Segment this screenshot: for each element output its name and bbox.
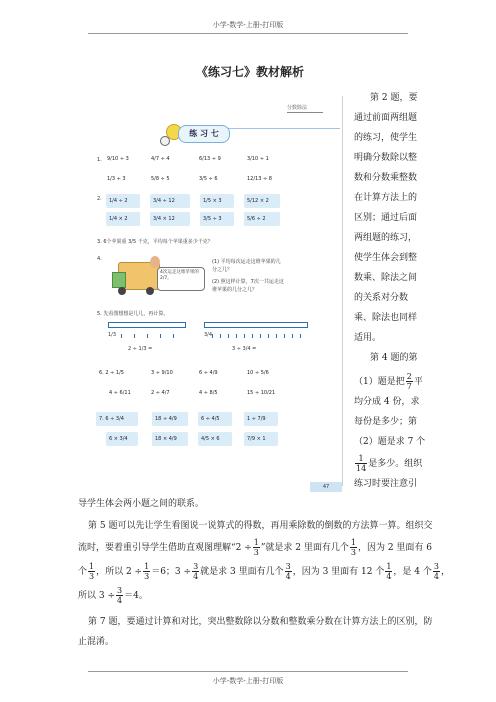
body-text: ”就是求 2 里面有几个	[260, 543, 349, 553]
q7-a-c4: 1 ÷ 7/9	[244, 412, 278, 426]
q4-label: 4.	[97, 256, 102, 262]
right-line: 数乘、除法之间	[354, 273, 418, 283]
q4-part2: (2) 照这样计算，7次一共运走这堆苹果的几分之几？	[212, 279, 284, 293]
q1-r2-c3: 3/5 ÷ 6	[199, 176, 218, 182]
fraction-1-4	[385, 562, 392, 581]
right-line: 两组题的练习，	[354, 233, 418, 243]
body-line-with-fractions	[78, 586, 148, 605]
right-line: 的关系对分数	[354, 293, 409, 303]
q6-a-c2: 3 ÷ 9/10	[151, 370, 173, 376]
q6-b-c1: 4 ÷ 6/11	[109, 390, 131, 396]
right-line: 乘、除法也同样	[354, 313, 418, 323]
fraction-1-14	[355, 454, 367, 473]
right-line-text: （1）题是把	[354, 377, 405, 387]
fraction-3-4	[192, 562, 199, 581]
q1-r2-c4: 12/13 ÷ 8	[247, 176, 272, 182]
q7-a-c1: 7. 6 ÷ 3/4	[96, 412, 138, 426]
fraction-denominator: 4	[386, 572, 392, 581]
q1-label: 1.	[97, 157, 102, 163]
truck-wheel-icon	[118, 287, 126, 295]
textbook-tag-line	[287, 112, 323, 113]
fraction-numerator: 3	[193, 562, 199, 571]
right-line: 第 4 题的第	[370, 353, 418, 363]
body-text: ，因为 2 里面有 6	[357, 543, 433, 553]
q5-fraction-1: 1/3	[108, 332, 117, 338]
fraction-numerator: 3	[285, 562, 291, 571]
q5-expr-1: 2 ÷ 1/3 =	[128, 346, 153, 352]
q7-b-c2: 18 × 4/9	[152, 432, 188, 446]
fraction-1-3	[253, 538, 260, 557]
q6-a-c4: 10 ÷ 5/6	[247, 370, 269, 376]
body-text: ＝4。	[124, 591, 148, 601]
textbook-section-tag: 分数除法	[287, 105, 308, 111]
truck-cab-illustration	[112, 272, 126, 288]
body-line-with-fractions	[78, 538, 432, 557]
body-line-with-fractions	[78, 562, 450, 581]
right-line: 通过前面两组题	[354, 113, 418, 123]
right-line: 每份是多少；第	[354, 417, 418, 427]
right-line: 数和分数乘整数	[354, 173, 418, 183]
right-line: （2）题是求 7 个	[354, 437, 426, 447]
right-line-with-fraction	[354, 454, 422, 473]
q2-b-c3: 3/5 ÷ 3	[200, 212, 234, 226]
right-line-with-fraction	[354, 372, 423, 391]
q2-b-c1: 1/4 × 2	[106, 212, 140, 226]
fraction-3-4	[116, 586, 123, 605]
fraction-numerator: 1	[350, 538, 356, 547]
exercise-badge: 练 习 七	[178, 125, 230, 143]
right-line: 明确分数除以整	[354, 153, 418, 163]
q2-a-c1: 1/4 ÷ 2	[106, 194, 140, 208]
right-line: 适用。	[354, 333, 382, 343]
fraction-1-3	[143, 562, 150, 581]
fraction-denominator: 3	[253, 548, 259, 557]
fraction-numerator: 1	[355, 454, 367, 464]
fraction-denominator: 3	[350, 548, 356, 557]
fraction-numerator: 2	[406, 372, 412, 381]
body-line: 止混淆。	[78, 637, 115, 647]
textbook-page-number: 47	[310, 482, 342, 492]
q6-a-c1: 6. 2 ÷ 1/5	[99, 370, 124, 376]
q1-r1-c1: 9/10 ÷ 3	[107, 156, 129, 162]
q2-b-c2: 3/4 × 12	[150, 212, 190, 226]
q7-a-c2: 18 ÷ 4/9	[152, 412, 188, 426]
body-text: ，所以 2 ÷	[96, 567, 143, 577]
q7-b-c1: 6 × 3/4	[106, 432, 138, 446]
q1-r1-c3: 6/13 ÷ 9	[199, 156, 221, 162]
q6-b-c4: 15 ÷ 10/21	[247, 390, 276, 396]
fraction-denominator: 7	[406, 382, 412, 391]
q5-strip-left	[108, 322, 186, 328]
body-line: 导学生体会两小题之间的联系。	[78, 499, 205, 509]
right-line-text: 是多少。组织	[368, 459, 423, 469]
q5-fraction-2: 3/4	[204, 332, 213, 338]
fraction-denominator: 4	[193, 572, 199, 581]
right-line: 使学生体会到整	[354, 253, 418, 263]
fraction-denominator: 4	[285, 572, 291, 581]
q6-b-c2: 2 ÷ 4/7	[151, 390, 170, 396]
right-line: 均分成 4 份，求	[354, 397, 420, 407]
footer-rule	[88, 671, 408, 672]
body-text: ＝6；3 ÷	[151, 567, 192, 577]
fraction-denominator: 14	[356, 464, 367, 473]
q4-part1: (1) 平均每次运走这堆苹果的几分之几？	[212, 259, 281, 273]
fraction-numerator: 1	[144, 562, 150, 571]
q1-r1-c2: 4/7 ÷ 4	[151, 156, 170, 162]
body-text: ，因为 3 里面有 12 个	[292, 567, 385, 577]
body-text: 个	[78, 567, 88, 577]
right-line: 练习时要注意引	[354, 479, 418, 489]
fraction-denominator: 4	[117, 596, 123, 605]
body-text: ，	[440, 567, 450, 577]
textbook-divider	[342, 96, 343, 486]
q1-r2-c2: 5/8 ÷ 5	[151, 176, 170, 182]
body-text: ，是 4 个	[393, 567, 432, 577]
fraction-numerator: 1	[253, 538, 259, 547]
fraction-denominator: 3	[144, 572, 150, 581]
q5-text: 5. 先看图想想是几几，再计算。	[97, 311, 169, 317]
fraction-numerator: 1	[89, 562, 95, 571]
truck-wheel-icon	[146, 287, 154, 295]
page-title: 《练习七》教材解析	[195, 65, 304, 79]
q6-b-c3: 4 ÷ 8/5	[199, 390, 218, 396]
fraction-numerator: 3	[117, 586, 123, 595]
q5-strip-right	[204, 322, 308, 328]
right-line-text: 平	[413, 377, 423, 387]
q2-a-c4: 5/12 × 2	[244, 194, 280, 208]
q7-b-c4: 7/9 × 1	[244, 432, 278, 446]
body-text: 就是求 3 里面有几个	[200, 567, 284, 577]
right-line: 第 2 题，要	[370, 93, 418, 103]
q7-a-c3: 6 ÷ 4/5	[198, 412, 232, 426]
fraction-2-7	[406, 372, 413, 391]
q3-text: 3. 6个苹果重 3/5 千克，平均每个苹果重多少千克？	[97, 239, 213, 245]
q2-a-c3: 1/5 × 3	[200, 194, 234, 208]
body-line: 第 5 题可以先让学生看图说一说算式的得数，再用乘除数的倒数的方法算一算。组织交	[88, 521, 433, 531]
header-rule	[88, 33, 408, 34]
page-header: 小学-数学-上册-打印版	[212, 21, 284, 29]
q1-r1-c4: 3/10 ÷ 1	[247, 156, 269, 162]
fraction-denominator: 3	[89, 572, 95, 581]
fraction-1-3	[350, 538, 357, 557]
fraction-3-4	[285, 562, 292, 581]
body-text: 流时，要着重引导学生借助直观图理解“2 ÷	[78, 543, 252, 553]
right-line: 的练习，使学生	[354, 133, 418, 143]
q2-a-c2: 3/4 ÷ 12	[150, 194, 190, 208]
q6-a-c3: 6 ÷ 4/9	[199, 370, 218, 376]
q2-label: 2.	[97, 196, 102, 202]
fraction-numerator: 1	[386, 562, 392, 571]
worker-illustration	[150, 256, 160, 268]
right-line: 区别；通过后面	[354, 213, 418, 223]
right-line: 在计算方法上的	[354, 193, 418, 203]
q1-r2-c1: 1/3 ÷ 3	[107, 176, 126, 182]
fraction-denominator: 4	[433, 572, 439, 581]
fraction-3-4	[433, 562, 440, 581]
q7-b-c3: 4/5 × 6	[198, 432, 232, 446]
body-text: 所以 3 ÷	[78, 591, 115, 601]
speech-bubble: 4次运走这堆苹果的 2/7。	[157, 267, 205, 291]
page-footer: 小学-数学-上册-打印版	[212, 677, 284, 685]
q2-b-c4: 5/6 ÷ 2	[244, 212, 280, 226]
fraction-numerator: 3	[433, 562, 439, 571]
fraction-1-3	[88, 562, 95, 581]
q5-expr-2: 3 ÷ 3/4 =	[232, 346, 257, 352]
body-line: 第 7 题，要通过计算和对比，突出整数除以分数和整数乘分数在计算方法上的区别，防	[88, 617, 433, 627]
